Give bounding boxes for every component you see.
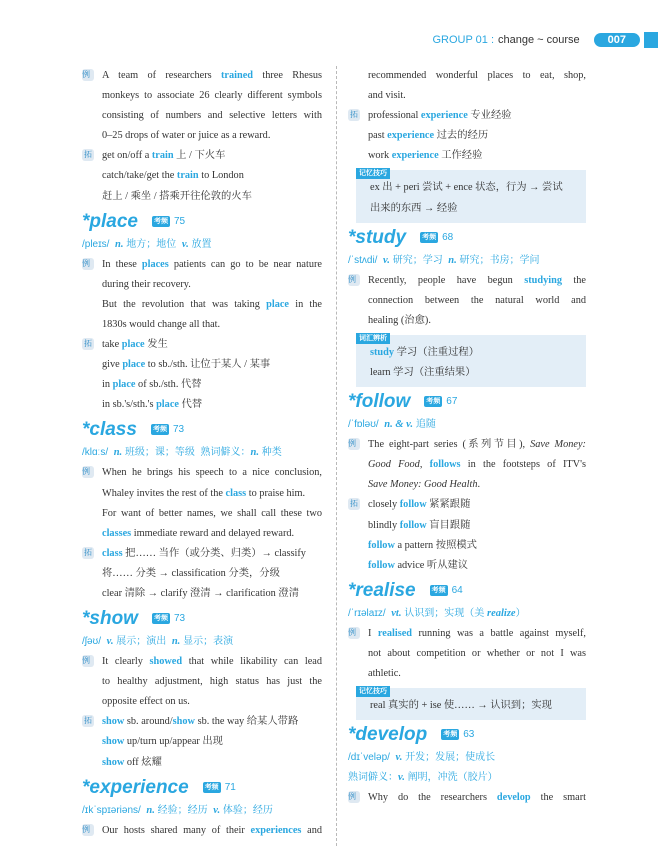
page-tab-marker bbox=[644, 32, 658, 48]
phrase-line: in place of sb./sth. 代替 bbox=[102, 379, 202, 391]
column-divider bbox=[336, 66, 337, 846]
example-icon: 例 bbox=[348, 791, 360, 803]
phrase-line: catch/take/get the train to London bbox=[102, 170, 244, 182]
example-line: 例 I realised running was a battle against myself, bbox=[348, 627, 586, 639]
definition-line: /ˈrɪəlaɪz/ vt. 认识到；实现（美 realize） bbox=[348, 607, 526, 619]
example-line: 例 In these places patients can go to be near nature bbox=[82, 258, 322, 270]
example-line: connection between the natural world and bbox=[368, 294, 586, 306]
example-line: not about competition or whether or not I was bbox=[368, 647, 586, 659]
definition-line: /ˈfɒləʊ/ n. & v. 追随 bbox=[348, 419, 436, 431]
phrase-line: clear 清除 → clarify 澄清 → clarification 澄清 bbox=[102, 587, 300, 599]
headword-show: *show 考频 73 bbox=[82, 608, 186, 630]
phrase-line: in sb.'s/sth.'s place 代替 bbox=[102, 399, 203, 411]
phrase-line: show up/turn up/appear 出现 bbox=[102, 736, 223, 748]
frequency-badge: 考频 bbox=[443, 730, 458, 739]
headword-experience: *experience 考频 71 bbox=[82, 776, 236, 798]
phrase-line: blindly follow 盲目跟随 bbox=[368, 519, 471, 531]
definition-line: /dɪˈveləp/ v. 开发；发展；使成长 bbox=[348, 752, 496, 764]
example-line: to healthy adjustment, high status has just the bbox=[102, 676, 322, 688]
example-icon: 例 bbox=[348, 627, 360, 639]
right-column bbox=[348, 66, 586, 808]
frequency-badge: 考频 bbox=[153, 216, 168, 225]
frequency-badge: 考频 bbox=[431, 585, 446, 594]
example-line: Good Food, follows in the footsteps of ITV's bbox=[368, 459, 586, 471]
word-distinction-box: 词汇辨析 study 学习（注重过程） learn 学习（注重结果） bbox=[356, 335, 586, 387]
memory-tip-label: 记忆技巧 bbox=[356, 686, 390, 697]
phrase-icon: 拓 bbox=[350, 110, 358, 120]
example-line: 例 A team of researchers trained three Rhesus bbox=[82, 70, 322, 81]
example-line: athletic. bbox=[368, 667, 401, 679]
phrase-icon: 拓 bbox=[84, 339, 92, 349]
example-line: monkeys to associate 26 clearly different symbols bbox=[102, 90, 322, 102]
headword-follow: *follow 考频 67 bbox=[348, 391, 458, 413]
phrase-line: follow a pattern 按照模式 bbox=[368, 539, 477, 551]
phrase-line: give place to sb./sth. 让位于某人 / 某事 bbox=[102, 359, 271, 371]
phrase-line: 将…… 分类 → classification 分类，分级 bbox=[102, 567, 280, 579]
frequency-badge: 考频 bbox=[422, 232, 437, 241]
phrase-line: 赶上 / 乘坐 / 搭乘开往伦敦的火车 bbox=[102, 190, 252, 202]
headword-develop: *develop 考频 63 bbox=[348, 724, 475, 746]
example-line: and visit. bbox=[368, 90, 406, 102]
example-icon: 例 bbox=[348, 274, 360, 286]
definition-line: /ˈstʌdi/ v. 研究；学习 n. 研究；书房；学问 bbox=[348, 254, 540, 266]
rare-meaning-line: 熟词僻义：v. 阐明，冲洗（胶片） bbox=[348, 772, 498, 784]
example-line: consisting of numbers and selective letters with bbox=[102, 110, 322, 122]
memory-tip-box: 记忆技巧 real 真实的 + ise 使…… → 认识到；实现 bbox=[356, 688, 586, 720]
definition-line: /klɑːs/ n. 班级；课；等级 熟词僻义：n. 种类 bbox=[82, 447, 282, 459]
headword-class: *class 考频 73 bbox=[82, 419, 185, 441]
phrase-line: 拓 get on/off a train 上 / 下火车 bbox=[84, 150, 226, 162]
example-line: For want of better names, we shall call these two bbox=[102, 507, 322, 519]
example-line: 例 When he brings his speech to a nice conclusion, bbox=[82, 467, 322, 479]
example-icon: 例 bbox=[348, 438, 360, 450]
example-line: 例 The eight-part series (系列节目), Save Money: bbox=[348, 439, 586, 451]
example-line: healing (治愈). bbox=[368, 314, 431, 326]
example-icon: 例 bbox=[82, 258, 94, 270]
phrase-line: work experience 工作经验 bbox=[368, 150, 483, 162]
phrase-icon: 拓 bbox=[84, 716, 92, 726]
phrase-line: show off 炫耀 bbox=[102, 756, 162, 768]
phrase-icon: 拓 bbox=[350, 499, 358, 509]
phrase-line: 拓 take place 发生 bbox=[84, 339, 168, 351]
example-line: 例 Our hosts shared many of their experiences and bbox=[82, 824, 322, 836]
word-distinction-label: 词汇辨析 bbox=[356, 333, 390, 344]
frequency-badge: 考频 bbox=[426, 397, 441, 406]
memory-tip-box: 记忆技巧 ex 出 + peri 尝试 + ence 状态，行为 → 尝试 出来的东西 → 经验 bbox=[356, 170, 586, 222]
example-icon: 例 bbox=[82, 655, 94, 667]
phrase-line: 拓 closely follow 紧紧跟随 bbox=[350, 499, 471, 511]
frequency-badge: 考频 bbox=[152, 425, 167, 434]
example-line: Whaley invites the rest of the class to praise him. bbox=[102, 487, 306, 499]
example-line: Save Money: Good Health. bbox=[368, 479, 481, 491]
phrase-line: past experience 过去的经历 bbox=[368, 130, 489, 142]
example-line: But the revolution that was taking place in the bbox=[102, 298, 322, 310]
headword-place: *place 考频 75 bbox=[82, 210, 186, 232]
definition-line: /pleɪs/ n. 地方；地位 v. 放置 bbox=[82, 238, 212, 250]
example-line: 例 It clearly showed that while likability can lead bbox=[82, 656, 322, 668]
group-label: GROUP 01 : bbox=[432, 34, 494, 46]
left-column bbox=[82, 66, 322, 841]
phrase-icon: 拓 bbox=[84, 547, 92, 557]
headword-realise: *realise 考频 64 bbox=[348, 579, 463, 601]
example-line: recommended wonderful places to eat, shop, bbox=[368, 70, 586, 81]
definition-line: /ʃəʊ/ v. 展示；演出 n. 显示；表演 bbox=[82, 636, 234, 648]
example-line: 1830s would change all that. bbox=[102, 318, 221, 330]
example-icon: 例 bbox=[82, 466, 94, 478]
memory-tip-label: 记忆技巧 bbox=[356, 168, 390, 179]
example-line: 0–25 drops of water or juice as a reward. bbox=[102, 130, 271, 142]
example-icon: 例 bbox=[82, 69, 94, 81]
example-line: classes immediate reward and delayed reward. bbox=[102, 527, 295, 539]
example-icon: 例 bbox=[82, 824, 94, 836]
frequency-badge: 考频 bbox=[153, 614, 168, 623]
headword-study: *study 考频 68 bbox=[348, 226, 454, 248]
phrase-line: follow advice 听从建议 bbox=[368, 559, 469, 571]
topic-label: change ~ course bbox=[498, 34, 580, 46]
frequency-badge: 考频 bbox=[204, 782, 219, 791]
phrase-line: 拓 class 把…… 当作（或分类、归类）→ classify bbox=[84, 547, 306, 559]
example-line: 例 Recently, people have begun studying the bbox=[348, 274, 586, 286]
phrase-line: 拓 professional experience 专业经验 bbox=[350, 110, 512, 122]
phrase-icon: 拓 bbox=[84, 150, 92, 160]
example-line: opposite effect on us. bbox=[102, 696, 190, 708]
example-line: 例 Why do the researchers develop the smart bbox=[348, 792, 586, 804]
definition-line: /ɪkˈspɪəriəns/ n. 经验；经历 v. 体验；经历 bbox=[82, 804, 273, 816]
phrase-line: 拓 show sb. around/show sb. the way 给某人带路 bbox=[84, 716, 299, 728]
page-number: 007 bbox=[594, 33, 640, 47]
example-line: during their recovery. bbox=[102, 278, 191, 290]
page-header bbox=[432, 32, 658, 48]
